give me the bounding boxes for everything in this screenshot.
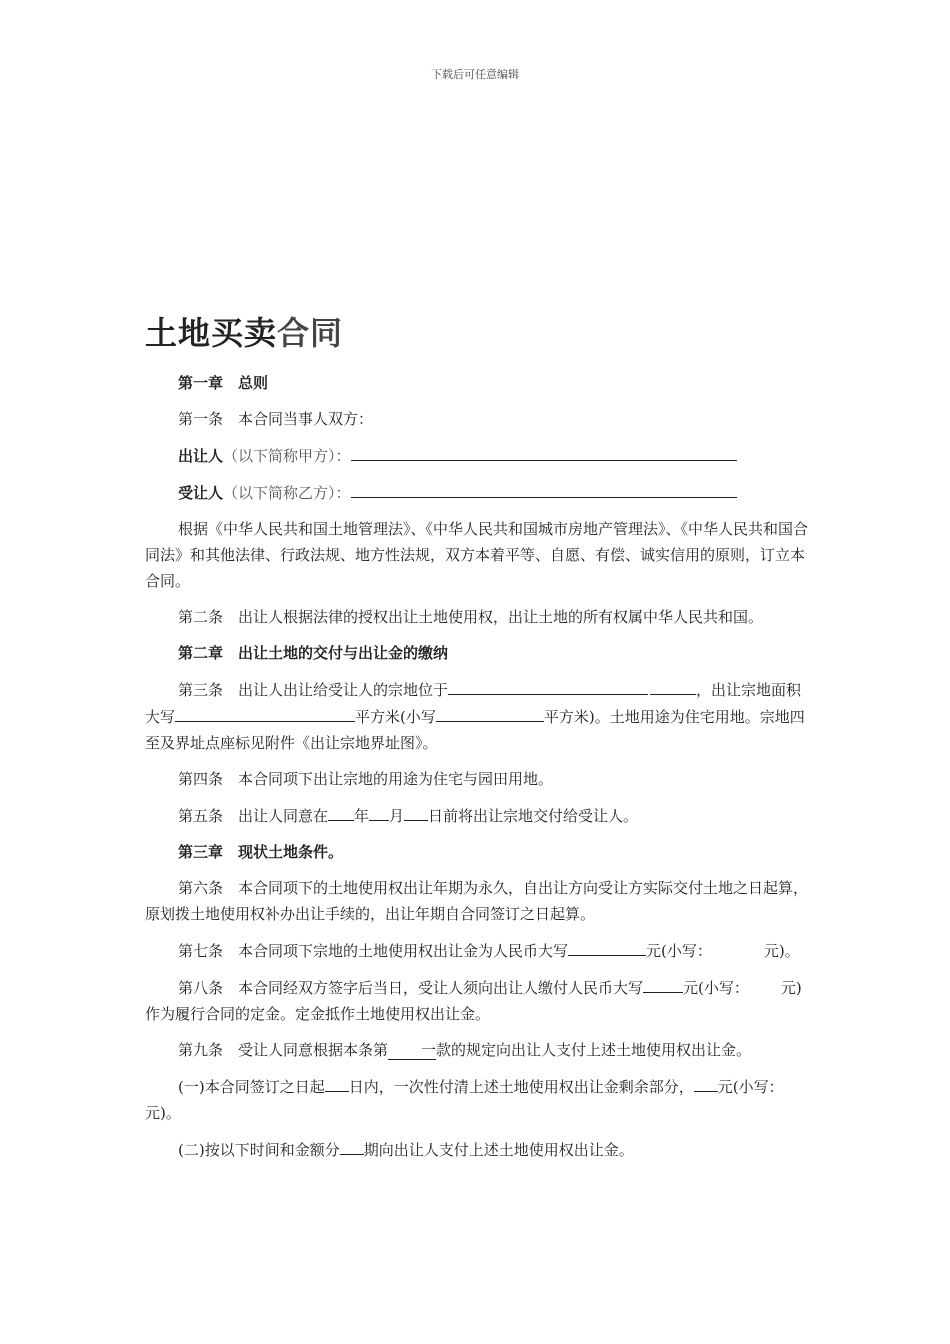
document-title [145,308,343,354]
chapter-1-heading: 第一章 总则 [178,374,269,392]
item-1-text-1: (一)本合同签订之日起 [178,1078,325,1096]
title-part-1: 土地买卖 [145,314,278,352]
article-3-text-4: 平方米)。土地用途为住宅用地。宗地四至及界址点座标见附件《出让宗地界址图》。 [145,708,805,752]
buyer-label: 受让人 [178,484,224,502]
article-7-text-1: 第七条 本合同项下宗地的土地使用权出让金为人民币大写 [178,942,569,960]
article-3-text-2: ，出让宗地面积大写 [145,681,802,726]
article-7-text-3: 元)。 [763,942,800,960]
month-label: 月 [389,807,405,825]
buyer-note: （以下简称乙方）： [223,484,351,502]
article-5 [145,802,810,829]
seller-blank[interactable] [351,442,737,461]
item-1-text-4: (小写： 元)。 [145,1078,807,1122]
article-9 [145,1037,810,1063]
document-body [145,370,810,1163]
article-8 [145,974,810,1027]
article-8-text-2: 元(小写： [683,979,749,997]
page-header: 下载后可任意编辑 [431,68,519,81]
article-4: 第四条 本合同项下出让宗地的用途为住宅与园田用地。 [178,770,554,788]
title-part-2: 合同 [277,314,344,352]
seller-note: （以下简称甲方）： [223,447,351,465]
year-blank[interactable] [328,802,354,821]
item-2-text-1: (二)按以下时间和金额分 [178,1141,340,1159]
chapter-2-heading: 第二章 出让土地的交付与出让金的缴纳 [178,644,449,662]
article-1: 第一条 本合同当事人双方： [178,410,374,428]
location-blank-2[interactable] [650,676,696,695]
article-3 [145,676,810,756]
month-blank[interactable] [369,802,389,821]
day-blank[interactable] [404,802,428,821]
location-blank[interactable] [448,676,648,695]
days-blank[interactable] [325,1073,349,1092]
item-1 [145,1073,810,1126]
article-5-text-2: 日前将出让宗地交付给受让人。 [428,807,639,825]
item-2-text-2: 期向出让人支付上述土地使用权出让金。 [363,1141,634,1159]
seller-label: 出让人 [178,447,224,465]
item-number[interactable]: 一 [388,1041,436,1060]
article-5-text-1: 第五条 出让人同意在 [178,807,329,825]
remainder-blank[interactable] [694,1073,718,1092]
article-3-text-1: 第三条 出让人出让给受让人的宗地位于 [178,681,449,699]
article-7 [145,937,810,964]
article-2: 第二条 出让人根据法律的授权出让土地使用权，出让土地的所有权属中华人民共和国。 [178,608,764,626]
article-8-text-3: 元)作为履行合同的定金。定金抵作土地使用权出让金。 [145,979,802,1023]
area-lower-blank[interactable] [436,703,544,722]
article-8-text-1: 第八条 本合同经双方签字后当日，受让人须向出让人缴付人民币大写 [178,979,644,997]
seller-line [145,442,810,469]
article-7-text-2: 元(小写： [646,942,712,960]
deposit-upper-blank[interactable] [643,974,683,993]
article-9-text-1: 第九条 受让人同意根据本条第 [178,1041,389,1059]
periods-blank[interactable] [340,1136,364,1155]
fee-upper-blank[interactable] [568,937,646,956]
article-9-text-2: 款的规定向出让人支付上述土地使用权出让金。 [436,1041,752,1059]
article-6: 第六条 本合同项下的土地使用权出让年期为永久，自出让方向受让方实际交付土地之日起算，原划拨土地使用权补办出让手续的，出让年期自合同签订之日起算。 [145,879,809,923]
chapter-3-heading: 第三章 现状土地条件。 [178,843,344,861]
item-1-text-2: 日内，一次性付清上述土地使用权出让金剩余部分， [348,1078,694,1096]
buyer-blank[interactable] [351,479,737,498]
item-1-text-3: 元 [717,1078,733,1096]
area-upper-blank[interactable] [175,703,355,722]
item-2 [145,1136,810,1163]
year-label: 年 [354,807,370,825]
article-3-text-3: 平方米(小写 [355,708,436,726]
buyer-line [145,479,810,506]
basis-paragraph: 根据《中华人民共和国土地管理法》、《中华人民共和国城市房地产管理法》、《中华人民共和国合同法》和其他法律、行政法规、地方性法规，双方本着平等、自愿、有偿、诚实信用的原则，订立本合同。 [145,520,809,590]
